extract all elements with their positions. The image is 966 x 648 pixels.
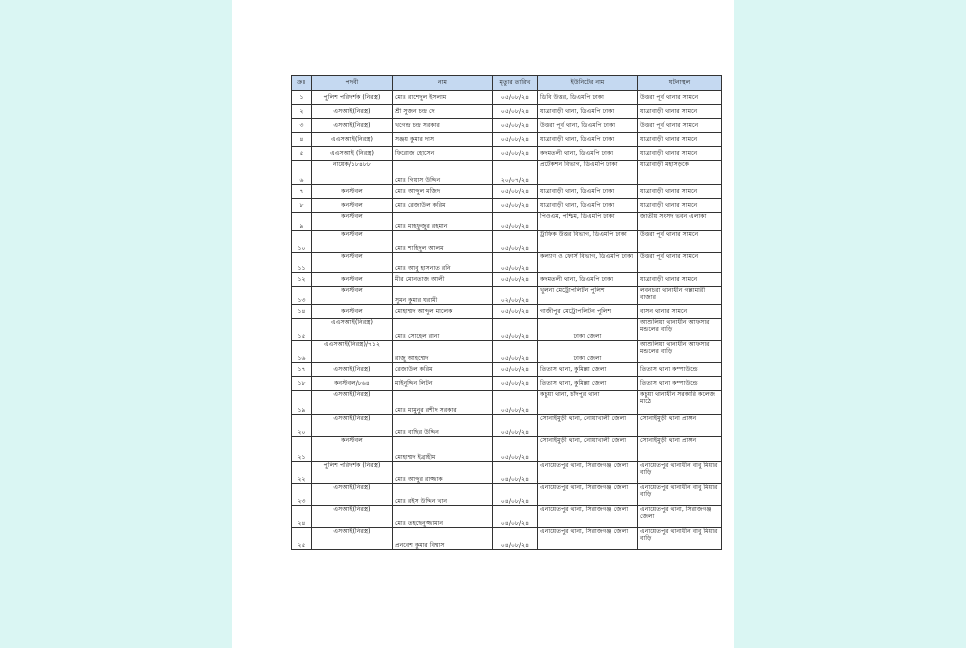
unit-cell: যাত্রাবাড়ী থানা, ডিএমপি ঢাকা xyxy=(538,105,638,119)
unit-cell: কচুয়া থানা, চাঁদপুর থানা xyxy=(538,391,638,415)
death-date-cell: ০৫/০৮/২৪ xyxy=(493,91,538,105)
unit-cell: খুলনা মেট্রোপলিটন পুলিশ xyxy=(538,287,638,305)
death-date-cell: ০৫/০৮/২৪ xyxy=(493,213,538,231)
serial-cell: ৭ xyxy=(292,185,312,199)
name-cell: মোঃ শাহিদুল আলম xyxy=(393,231,493,253)
table-row xyxy=(292,91,722,105)
rank-cell: এসআই(নিরস্ত্র) xyxy=(312,119,393,133)
table-row xyxy=(292,506,722,528)
name-cell: রেজাউল করিম xyxy=(393,363,493,377)
location-cell: যাত্রাবাড়ী থানার সামনে xyxy=(638,185,722,199)
death-date-cell: ০৫/০৮/২৪ xyxy=(493,147,538,161)
unit-cell: ঢাকা জেলা xyxy=(538,341,638,363)
table-row xyxy=(292,105,722,119)
unit-cell: এনায়েতপুর থানা, সিরাজগঞ্জ জেলা xyxy=(538,506,638,528)
rank-cell: কনস্টবল xyxy=(312,305,393,319)
location-cell: এনায়েতপুর থানা, সিরাজগঞ্জ জেলা xyxy=(638,506,722,528)
location-cell: তিতাস থানা কম্পাউন্ডে xyxy=(638,377,722,391)
rank-cell: কনস্টবল xyxy=(312,231,393,253)
table-row xyxy=(292,528,722,550)
unit-cell: তিতাস থানা, কুমিল্লা জেলা xyxy=(538,377,638,391)
table-row xyxy=(292,391,722,415)
location-cell: লবনচরা থানাধীন গল্লামারী বাজার xyxy=(638,287,722,305)
name-cell: মোঃ রইস উদ্দিন খান xyxy=(393,484,493,506)
serial-cell: ১৩ xyxy=(292,287,312,305)
location-cell: সোনাইমুড়ী থানা প্রাঙ্গন xyxy=(638,437,722,462)
rank-cell: কনস্টবল xyxy=(312,199,393,213)
serial-cell: ৩ xyxy=(292,119,312,133)
location-cell: বাসন থানার সামনে xyxy=(638,305,722,319)
death-date-cell: ০৫/০৮/২৪ xyxy=(493,415,538,437)
unit-cell: কদমতলী থানা, ডিএমপি ঢাকা xyxy=(538,273,638,287)
location-cell: উত্তরা পূর্ব থানার সামনে xyxy=(638,231,722,253)
rank-cell: কনস্টবল xyxy=(312,213,393,231)
death-date-cell: ০৪/০৮/২৪ xyxy=(493,484,538,506)
location-cell: আশুলিয়া থানাধীন আফসার মন্ডলের বাড়ি xyxy=(638,319,722,341)
rank-cell: কনস্টবল xyxy=(312,185,393,199)
table-row xyxy=(292,253,722,273)
table-row xyxy=(292,287,722,305)
name-cell: মোঃ বাছির উদ্দিন xyxy=(393,415,493,437)
location-cell: এনায়েতপুর থানাধীন বাবু মিয়ার বাড়ি xyxy=(638,484,722,506)
name-cell: মোঃ আবু হাসনাত রনি xyxy=(393,253,493,273)
name-cell: মোহাম্মদ ইব্রাহীম xyxy=(393,437,493,462)
death-date-cell: ০৪/০৮/২৪ xyxy=(493,528,538,550)
table-row xyxy=(292,213,722,231)
serial-cell: ১৫ xyxy=(292,319,312,341)
serial-cell: ২৫ xyxy=(292,528,312,550)
location-cell: উত্তরা পূর্ব থানার সামনে xyxy=(638,91,722,105)
unit-cell: যাত্রাবাড়ী থানা, ডিএমপি ঢাকা xyxy=(538,185,638,199)
unit-cell: তিতাস থানা, কুমিল্লা জেলা xyxy=(538,363,638,377)
death-date-cell: ০২/০৮/২৪ xyxy=(493,287,538,305)
table-row xyxy=(292,377,722,391)
location-cell: উত্তরা পূর্ব থানার সামনে xyxy=(638,253,722,273)
serial-cell: ৫ xyxy=(292,147,312,161)
rank-cell: এসআই(নিরস্ত্র) xyxy=(312,506,393,528)
location-cell: যাত্রাবাড়ী থানার সামনে xyxy=(638,199,722,213)
serial-cell: ৪ xyxy=(292,133,312,147)
serial-cell: ৬ xyxy=(292,161,312,185)
rank-cell: এএসআই(নিরস্ত্র) xyxy=(312,319,393,341)
location-cell: যাত্রাবাড়ী থানার সামনে xyxy=(638,133,722,147)
table-row xyxy=(292,319,722,341)
table-row xyxy=(292,437,722,462)
table-row xyxy=(292,305,722,319)
serial-cell: ২২ xyxy=(292,462,312,484)
unit-cell: কল্যাণ ও ফোর্স বিভাগ, ডিএমপি ঢাকা xyxy=(538,253,638,273)
unit-cell: এনায়েতপুর থানা, সিরাজগঞ্জ জেলা xyxy=(538,462,638,484)
location-cell: যাত্রাবাড়ী মহাসড়কে xyxy=(638,161,722,185)
location-cell: যাত্রাবাড়ী থানার সামনে xyxy=(638,273,722,287)
serial-cell: ১৯ xyxy=(292,391,312,415)
rank-cell: এএসআই (নিরস্ত্র) xyxy=(312,147,393,161)
location-cell: আশুলিয়া থানাধীন আফসার মন্ডলের বাড়ি xyxy=(638,341,722,363)
death-date-cell: ০৫/০৮/২৪ xyxy=(493,133,538,147)
death-date-cell: ০৫/০৮/২৪ xyxy=(493,185,538,199)
location-cell: জাতীয় সংসদ ভবন এলাকা xyxy=(638,213,722,231)
serial-cell: ৮ xyxy=(292,199,312,213)
header-rank: পদবী xyxy=(312,76,393,91)
death-date-cell: ০৫/০৮/২৪ xyxy=(493,305,538,319)
rank-cell: নায়েক/১৮৪৮৮ xyxy=(312,161,393,185)
death-date-cell: ০৫/০৮/২৪ xyxy=(493,105,538,119)
rank-cell: পুলিশ পরিদর্শক (নিরস্ত্র) xyxy=(312,91,393,105)
table-row xyxy=(292,231,722,253)
header-unit: ইউনিটের নাম xyxy=(538,76,638,91)
name-cell: মোঃ মামুনুর রশীদ সরকার xyxy=(393,391,493,415)
location-cell: এনায়েতপুর থানাধীন বাবু মিয়ার বাড়ি xyxy=(638,528,722,550)
name-cell: মাইনুদ্দিন লিটন xyxy=(393,377,493,391)
name-cell: শ্রী সুজন চন্দ্র দে xyxy=(393,105,493,119)
table-row xyxy=(292,133,722,147)
death-date-cell: ০৫/০৮/২৪ xyxy=(493,119,538,133)
table-row xyxy=(292,462,722,484)
rank-cell: কনস্টবল xyxy=(312,437,393,462)
serial-cell: ৯ xyxy=(292,213,312,231)
death-date-cell: ০৪/০৮/২৪ xyxy=(493,506,538,528)
header-death-date: মৃত্যুর তারিখ xyxy=(493,76,538,91)
rank-cell: এএসআই(নিরস্ত্র) xyxy=(312,133,393,147)
rank-cell: এসআই(নিরস্ত্র) xyxy=(312,105,393,119)
name-cell: প্রনবেশ কুমার বিশ্বাস xyxy=(393,528,493,550)
unit-cell: প্রটেকশন বিভাগ, ডিএমপি ঢাকা xyxy=(538,161,638,185)
rank-cell: কনস্টবল xyxy=(312,273,393,287)
header-location: ঘটনাস্থল xyxy=(638,76,722,91)
name-cell: মোঃ সোহেল রানা xyxy=(393,319,493,341)
serial-cell: ২১ xyxy=(292,437,312,462)
serial-cell: ২০ xyxy=(292,415,312,437)
header-name: নাম xyxy=(393,76,493,91)
name-cell: সুমন কুমার ঘরামী xyxy=(393,287,493,305)
table-row xyxy=(292,273,722,287)
name-cell: মোঃ তহছেনুজ্জামান xyxy=(393,506,493,528)
serial-cell: ১৪ xyxy=(292,305,312,319)
death-date-cell: ০৫/০৮/২৪ xyxy=(493,363,538,377)
death-date-cell: ০৪/০৮/২৪ xyxy=(493,462,538,484)
table-row xyxy=(292,185,722,199)
rank-cell: পুলিশ পরিদর্শক (নিরস্ত্র) xyxy=(312,462,393,484)
serial-cell: ১০ xyxy=(292,231,312,253)
name-cell: মোহাম্মদ আব্দুল মালেক xyxy=(393,305,493,319)
serial-cell: ১১ xyxy=(292,253,312,273)
serial-cell: ২৪ xyxy=(292,506,312,528)
rank-cell: এসআই(নিরস্ত্র) xyxy=(312,363,393,377)
unit-cell: সোনাইমুড়ী থানা, নোয়াখালী জেলা xyxy=(538,415,638,437)
location-cell: সোনাইমুড়ী থানা প্রাঙ্গন xyxy=(638,415,722,437)
location-cell: যাত্রাবাড়ী থানার সামনে xyxy=(638,105,722,119)
death-date-cell: ০৫/০৮/২৪ xyxy=(493,391,538,415)
rank-cell: এসআই(নিরস্ত্র) xyxy=(312,415,393,437)
death-date-cell: ০৫/০৮/২৪ xyxy=(493,319,538,341)
death-date-cell: ০৫/০৮/২৪ xyxy=(493,437,538,462)
unit-cell: সোনাইমুড়ী থানা, নোয়াখালী জেলা xyxy=(538,437,638,462)
table-row xyxy=(292,341,722,363)
death-date-cell: ০৫/০৮/২৪ xyxy=(493,199,538,213)
name-cell: মোঃ মাহফুজুর রহমান xyxy=(393,213,493,231)
unit-cell: যাত্রাবাড়ী থানা, ডিএমপি ঢাকা xyxy=(538,199,638,213)
rank-cell: এএসআই(নিরস্ত্র)/৭১২ xyxy=(312,341,393,363)
location-cell: উত্তরা পূর্ব থানার সামনে xyxy=(638,119,722,133)
serial-cell: ১৬ xyxy=(292,341,312,363)
location-cell: যাত্রাবাড়ী থানার সামনে xyxy=(638,147,722,161)
unit-cell: কদমতলী থানা, ডিএমপি ঢাকা xyxy=(538,147,638,161)
unit-cell: ডিবি উত্তর, ডিএমপি ঢাকা xyxy=(538,91,638,105)
death-date-cell: ২০/০৭/২৪ xyxy=(493,161,538,185)
unit-cell: পিওএম, পশ্চিম, ডিএমপি ঢাকা xyxy=(538,213,638,231)
rank-cell: এসআই(নিরস্ত্র) xyxy=(312,391,393,415)
police-casualty-table xyxy=(291,75,722,550)
death-date-cell: ০৫/০৮/২৪ xyxy=(493,231,538,253)
unit-cell: যাত্রাবাড়ী থানা, ডিএমপি ঢাকা xyxy=(538,133,638,147)
table-row xyxy=(292,199,722,213)
rank-cell: কনস্টবল/৮৬৪ xyxy=(312,377,393,391)
rank-cell: কনস্টবল xyxy=(312,253,393,273)
serial-cell: ১৭ xyxy=(292,363,312,377)
rank-cell: কনস্টবল xyxy=(312,287,393,305)
name-cell: মোঃ রাশেদুল ইসলাম xyxy=(393,91,493,105)
unit-cell: এনায়েতপুর থানা, সিরাজগঞ্জ জেলা xyxy=(538,484,638,506)
unit-cell: উত্তরা পূর্ব থানা, ডিএমপি ঢাকা xyxy=(538,119,638,133)
unit-cell: গাজীপুর মেট্রোপলিটন পুলিশ xyxy=(538,305,638,319)
serial-cell: ১২ xyxy=(292,273,312,287)
serial-cell: ২৩ xyxy=(292,484,312,506)
name-cell: মোঃ আব্দুল মজিদ xyxy=(393,185,493,199)
header-serial: ক্রঃ xyxy=(292,76,312,91)
death-date-cell: ০৫/০৮/২৪ xyxy=(493,253,538,273)
unit-cell: এনায়েতপুর থানা, সিরাজগঞ্জ জেলা xyxy=(538,528,638,550)
rank-cell: এসআই(নিরস্ত্র) xyxy=(312,528,393,550)
name-cell: সঞ্জয় কুমার দাস xyxy=(393,133,493,147)
serial-cell: ১ xyxy=(292,91,312,105)
name-cell: ফিরোজ হোসেন xyxy=(393,147,493,161)
table-row xyxy=(292,119,722,133)
name-cell: রাজু আহম্মেদ xyxy=(393,341,493,363)
location-cell: তিতাস থানা কম্পাউন্ডে xyxy=(638,363,722,377)
name-cell: মোঃ আব্দুর রাজ্জাক xyxy=(393,462,493,484)
table-header-row xyxy=(292,76,722,91)
table-row xyxy=(292,363,722,377)
rank-cell: এসআই(নিরস্ত্র) xyxy=(312,484,393,506)
name-cell: খগেন্দ্র চন্দ্র সরকার xyxy=(393,119,493,133)
location-cell: এনায়েতপুর থানাধীন বাবু মিয়ার বাড়ি xyxy=(638,462,722,484)
table-row xyxy=(292,147,722,161)
name-cell: মোঃ গিয়াস উদ্দিন xyxy=(393,161,493,185)
death-date-cell: ০৫/০৮/২৪ xyxy=(493,273,538,287)
death-date-cell: ০৫/০৮/২৪ xyxy=(493,341,538,363)
serial-cell: ২ xyxy=(292,105,312,119)
table-row xyxy=(292,161,722,185)
unit-cell: ঢাকা জেলা xyxy=(538,319,638,341)
name-cell: মীর মোনতাজ আলী xyxy=(393,273,493,287)
table-row xyxy=(292,415,722,437)
name-cell: মোঃ রেজাউল করিম xyxy=(393,199,493,213)
unit-cell: ট্রাফিক উত্তর বিভাগ, ডিএমপি ঢাকা xyxy=(538,231,638,253)
location-cell: কচুয়া থানাধীন সরকারি কলেজ মাঠে xyxy=(638,391,722,415)
serial-cell: ১৮ xyxy=(292,377,312,391)
table-row xyxy=(292,484,722,506)
death-date-cell: ০৫/০৮/২৪ xyxy=(493,377,538,391)
